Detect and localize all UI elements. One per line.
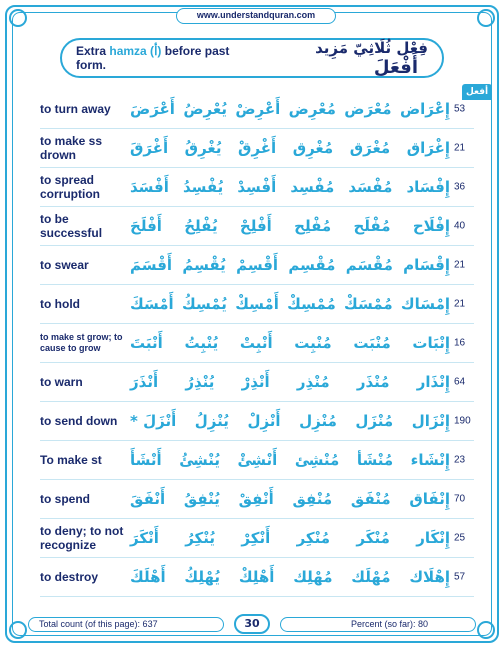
form-past: أَنْشَأَ xyxy=(130,451,162,469)
form-passive: مُقْسَم xyxy=(345,256,393,274)
form-passive: مُهْلَك xyxy=(351,568,391,586)
form-imperative: أَنْزِلْ xyxy=(247,412,281,430)
arabic-forms xyxy=(130,568,450,586)
form-noun: إِنْشَاء xyxy=(410,451,450,469)
meaning-english: to warn xyxy=(40,375,83,389)
form-noun: إِنْزَال xyxy=(411,412,450,430)
table-row xyxy=(40,168,474,207)
meaning-english: to make st grow; to cause to grow xyxy=(40,332,123,353)
form-noun: إِغْرَاق xyxy=(406,139,450,157)
table-row xyxy=(40,246,474,285)
form-noun: إِمْسَاك xyxy=(400,295,450,313)
table-row xyxy=(40,480,474,519)
table-row xyxy=(40,90,474,129)
form-present: يُنْبِتُ xyxy=(184,334,219,352)
table-row xyxy=(40,207,474,246)
form-active: مُقْسِم xyxy=(288,256,336,274)
form-passive: مُنْشَأ xyxy=(356,451,394,469)
form-passive: مُغْرَق xyxy=(349,139,391,157)
form-past: أَنْكَرَ xyxy=(130,529,159,547)
meaning-english: to hold xyxy=(40,297,80,311)
occurrence-count: 190 xyxy=(454,415,471,427)
form-present: يُفْسِدُ xyxy=(182,178,224,196)
form-imperative: أَفْسِدْ xyxy=(237,178,277,196)
header-arabic-form: أَفْعَلَ xyxy=(373,56,418,78)
form-passive: مُفْلَح xyxy=(353,217,391,235)
occurrence-count: 57 xyxy=(454,571,466,583)
header-description xyxy=(76,44,259,72)
table-row xyxy=(40,402,474,441)
meaning-english: to make ss drown xyxy=(40,134,103,162)
table-row xyxy=(40,324,474,363)
form-noun: إِنْبَات xyxy=(412,334,450,352)
arabic-forms xyxy=(130,412,450,430)
form-passive: مُنْذَر xyxy=(356,373,390,391)
form-imperative: أَمْسِكْ xyxy=(235,295,279,313)
arabic-forms xyxy=(130,100,450,118)
page-number: 30 xyxy=(234,614,270,634)
form-present: يُقْسِمُ xyxy=(182,256,226,274)
form-present: يُمْسِكُ xyxy=(181,295,227,313)
meaning-english: to turn away xyxy=(40,102,111,116)
form-past: أَنْبَتَ xyxy=(130,334,163,352)
meaning-english: to deny; to not recognize xyxy=(40,524,124,552)
form-past: أَغْرَقَ xyxy=(130,139,169,157)
meaning-english: to destroy xyxy=(40,570,99,584)
form-imperative: أَنْكِرْ xyxy=(241,529,271,547)
occurrence-count: 21 xyxy=(454,298,466,310)
form-active: مُنْبِت xyxy=(294,334,332,352)
occurrence-count: 21 xyxy=(454,142,466,154)
form-passive: مُنْفَق xyxy=(350,490,391,508)
meaning-english: To make st xyxy=(40,453,102,467)
form-present: يُنْشِئُ xyxy=(179,451,220,469)
table-row xyxy=(40,558,474,597)
form-present: يُعْرِضُ xyxy=(183,100,227,118)
form-imperative: أَنْفِقْ xyxy=(238,490,274,508)
form-passive: مُفْسَد xyxy=(348,178,393,196)
arabic-forms xyxy=(130,490,450,508)
form-active: مُفْسِد xyxy=(290,178,335,196)
form-active: مُنْشِئ xyxy=(294,451,340,469)
header-highlight: hamza xyxy=(109,44,147,58)
form-active: مُهْلِك xyxy=(293,568,333,586)
header-prefix: Extra xyxy=(76,44,110,58)
arabic-forms xyxy=(130,373,450,391)
form-imperative: أَنْذِرْ xyxy=(241,373,270,391)
form-present: يُنْذِرُ xyxy=(185,373,215,391)
form-noun: إِهْلَاك xyxy=(409,568,450,586)
percent-so-far: Percent (so far): 80 xyxy=(280,617,476,632)
header-arabic-title: فِعْل ثُلَاثِيّ مَزِيد xyxy=(315,38,428,57)
meaning-english: to spread corruption xyxy=(40,173,100,201)
lesson-header xyxy=(60,38,444,78)
table-row xyxy=(40,519,474,558)
form-passive: مُعْرَض xyxy=(344,100,392,118)
form-active: مُغْرِق xyxy=(292,139,334,157)
form-passive: مُمْسَكْ xyxy=(344,295,393,313)
form-present: يُفْلِحُ xyxy=(184,217,218,235)
arabic-forms xyxy=(130,295,450,313)
occurrence-count: 16 xyxy=(454,337,466,349)
header-hamza: (أ) xyxy=(146,44,165,58)
form-noun: إِعْرَاض xyxy=(399,100,450,118)
meaning-english: to send down xyxy=(40,414,118,428)
form-tab: أفعل xyxy=(462,84,492,100)
form-imperative: أَقْسِمْ xyxy=(236,256,279,274)
table-row xyxy=(40,285,474,324)
form-past: أَنْزَلَ * xyxy=(130,412,177,430)
form-active: مُفْلِح xyxy=(294,217,332,235)
form-imperative: أَنْشِئْ xyxy=(237,451,278,469)
form-present: يُنْفِقُ xyxy=(183,490,220,508)
occurrence-count: 70 xyxy=(454,493,466,505)
form-active: مُنْكِر xyxy=(296,529,331,547)
header-arabic xyxy=(259,39,428,78)
total-count: Total count (of this page): 637 xyxy=(28,617,224,632)
form-noun: إِنْذَار xyxy=(416,373,450,391)
occurrence-count: 53 xyxy=(454,103,466,115)
site-url: www.understandquran.com xyxy=(176,8,336,24)
form-imperative: أَفْلِحْ xyxy=(239,217,272,235)
occurrence-count: 25 xyxy=(454,532,466,544)
form-active: مُعْرِض xyxy=(288,100,336,118)
form-active: مُنْفِق xyxy=(292,490,333,508)
form-past: أَهْلَكَ xyxy=(130,568,166,586)
form-past: أَقْسَمَ xyxy=(130,256,173,274)
occurrence-count: 23 xyxy=(454,454,466,466)
form-passive: مُنْبَت xyxy=(353,334,391,352)
verb-table xyxy=(40,90,474,597)
occurrence-count: 64 xyxy=(454,376,466,388)
header-suffix: before past form. xyxy=(76,44,230,72)
table-row xyxy=(40,441,474,480)
form-active: مُنْذِر xyxy=(296,373,330,391)
meaning-english: to be successful xyxy=(40,212,103,240)
form-past: أَفْلَحَ xyxy=(130,217,162,235)
meaning-english: to spend xyxy=(40,492,90,506)
form-imperative: أَغْرِقْ xyxy=(238,139,277,157)
table-row xyxy=(40,363,474,402)
arabic-forms xyxy=(130,139,450,157)
form-present: يُغْرِقُ xyxy=(184,139,222,157)
arabic-forms xyxy=(130,217,450,235)
arabic-forms xyxy=(130,178,450,196)
form-imperative: أَهْلِكْ xyxy=(238,568,275,586)
form-present: يُهْلِكُ xyxy=(184,568,221,586)
meaning-english: to swear xyxy=(40,258,89,272)
form-noun: إِفْسَاد xyxy=(406,178,450,196)
form-noun: إِفْلَاح xyxy=(412,217,450,235)
form-past: أَفْسَدَ xyxy=(130,178,169,196)
form-passive: مُنْكَر xyxy=(356,529,390,547)
form-present: يُنْكِرُ xyxy=(185,529,216,547)
form-noun: إِنْكَار xyxy=(416,529,450,547)
form-past: أَنْفَقَ xyxy=(130,490,166,508)
arabic-forms xyxy=(130,451,450,469)
form-present: يُنْزِلُ xyxy=(194,412,229,430)
form-noun: إِنْفَاق xyxy=(409,490,450,508)
page-footer xyxy=(28,614,476,636)
form-imperative: أَنْبِتْ xyxy=(239,334,273,352)
occurrence-count: 36 xyxy=(454,181,466,193)
form-noun: إِقْسَام xyxy=(403,256,450,274)
form-passive: مُنْزَل xyxy=(355,412,394,430)
form-past: أَنْذَرَ xyxy=(130,373,159,391)
table-row xyxy=(40,129,474,168)
form-past: أَعْرَضَ xyxy=(130,100,175,118)
form-active: مُمْسِكْ xyxy=(287,295,336,313)
arabic-forms xyxy=(130,256,450,274)
arabic-forms xyxy=(130,529,450,547)
form-imperative: أَعْرِضْ xyxy=(235,100,281,118)
occurrence-count: 21 xyxy=(454,259,466,271)
occurrence-count: 40 xyxy=(454,220,466,232)
arabic-forms xyxy=(130,334,450,352)
form-past: أَمْسَكَ xyxy=(130,295,174,313)
form-active: مُنْزِل xyxy=(299,412,337,430)
